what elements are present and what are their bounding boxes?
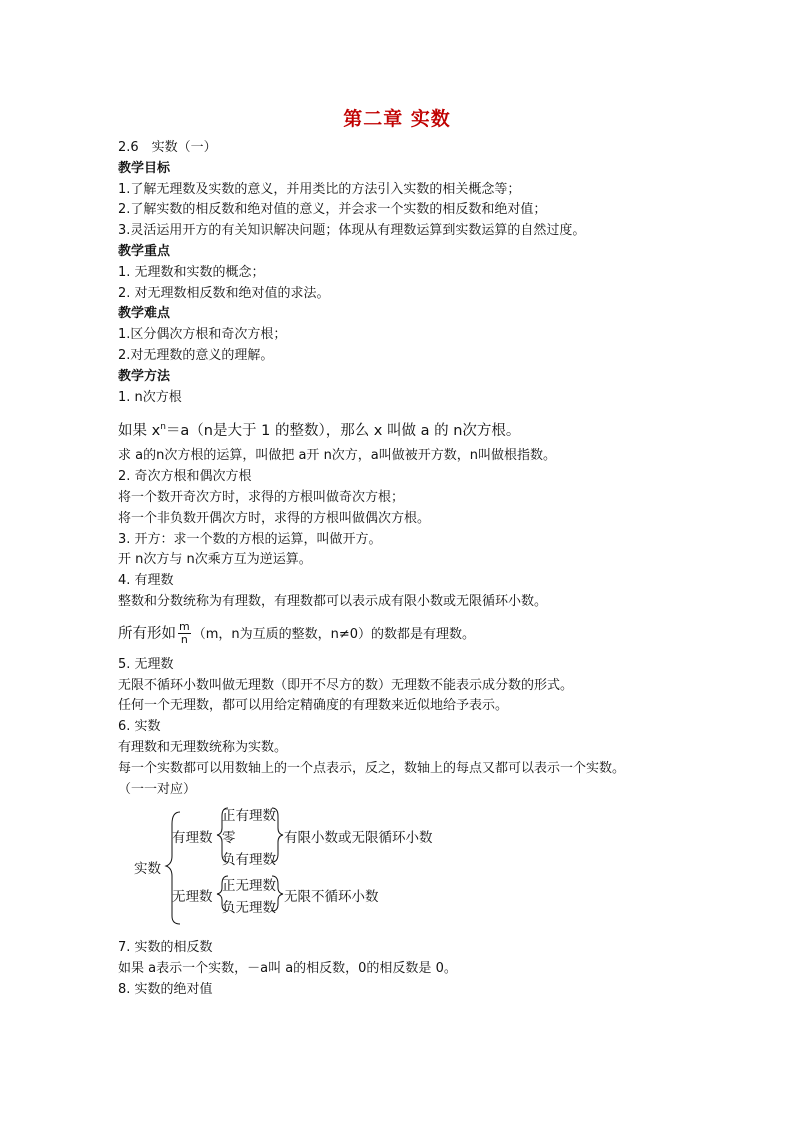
rational-note: 有限小数或无限循环小数 <box>284 830 433 847</box>
key-point-item: 2. 对无理数相反数和绝对值的求法。 <box>118 285 330 301</box>
nth-root-definition <box>118 414 778 440</box>
section-heading: 2.6 实数（一） <box>118 140 217 155</box>
paragraph: 整数和分数统称为有理数，有理数都可以表示成有限小数或无限循环小数。 <box>118 593 548 609</box>
irrational-label: 无理数 <box>172 889 213 906</box>
rational-child: 负有理数 <box>222 852 276 869</box>
paragraph: 将一个数开奇次方时，求得的方根叫做奇次方根； <box>118 489 405 505</box>
fraction-denominator: n <box>180 633 188 647</box>
subsection-title: 4. 有理数 <box>118 573 174 589</box>
formula-text: （m，n为互质的整数，n≠0）的数都是有理数。 <box>192 626 476 642</box>
paragraph: 求 a的n次方根的运算，叫做把 a开 n次方，a叫做被开方数，n叫做根指数。 <box>118 448 557 464</box>
irrational-child: 正无理数 <box>222 878 276 895</box>
paragraph: 如果 a表示一个实数，－a叫 a的相反数，0的相反数是 0。 <box>118 961 457 977</box>
subsection-title: 7. 实数的相反数 <box>118 940 213 956</box>
difficulty-item: 1.区分偶次方根和奇次方根； <box>118 327 287 343</box>
document-body <box>118 138 778 1001</box>
real-number-classification <box>118 804 778 932</box>
subsection-title: 6. 实数 <box>118 719 161 735</box>
subsection-title: 1. n次方根 <box>118 389 182 405</box>
difficulty-item: 2.对无理数的意义的理解。 <box>118 347 274 363</box>
rational-label: 有理数 <box>172 830 213 847</box>
irrational-note: 无限不循环小数 <box>284 889 379 906</box>
paragraph: （一一对应） <box>118 781 197 797</box>
fraction <box>178 621 191 646</box>
rational-number-form <box>118 621 778 647</box>
paragraph: 每一个实数都可以用数轴上的一个点表示，反之，数轴上的每点又都可以表示一个实数。 <box>118 760 626 776</box>
classification-braces <box>118 804 458 932</box>
methods-heading: 教学方法 <box>118 368 171 384</box>
key-points-heading: 教学重点 <box>118 243 171 259</box>
objective-item: 2.了解实数的相反数和绝对值的意义，并会求一个实数的相反数和绝对值； <box>118 202 547 218</box>
chapter-title: 第二章 实数 <box>343 108 451 130</box>
tree-root-label: 实数 <box>134 861 161 878</box>
paragraph: 将一个非负数开偶次方时，求得的方根叫做偶次方根。 <box>118 510 431 526</box>
formula-text: 如果 x <box>118 423 161 440</box>
exponent: n <box>160 422 166 433</box>
formula-text: ＝a（n是大于 1 的整数），那么 x 叫做 a 的 n次方根。 <box>165 423 521 440</box>
paragraph: 开 n次方与 n次乘方互为逆运算。 <box>118 552 312 568</box>
subsection-title: 5. 无理数 <box>118 656 174 672</box>
objective-item: 3.灵活运用开方的有关知识解决问题；体现从有理数运算到实数运算的自然过度。 <box>118 223 586 239</box>
key-point-item: 1. 无理数和实数的概念； <box>118 264 265 280</box>
paragraph: 有理数和无理数统称为实数。 <box>118 739 288 755</box>
paragraph: 任何一个无理数，都可以用给定精确度的有理数来近似地给予表示。 <box>118 698 509 714</box>
paragraph: 无限不循环小数叫做无理数（即开不尽方的数）无理数不能表示成分数的形式。 <box>118 677 574 693</box>
objective-item: 1.了解无理数及实数的意义，并用类比的方法引入实数的相关概念等； <box>118 181 521 197</box>
formula-text: 所有形如 <box>118 625 176 642</box>
rational-child: 正有理数 <box>222 808 276 825</box>
subsection-title: 2. 奇次方根和偶次方根 <box>118 469 252 485</box>
subsection-title: 3. 开方：求一个数的方根的运算，叫做开方。 <box>118 531 382 547</box>
objectives-heading: 教学目标 <box>118 160 171 176</box>
fraction-numerator: m <box>179 620 190 634</box>
subsection-title: 8. 实数的绝对值 <box>118 981 213 997</box>
difficulties-heading: 教学难点 <box>118 306 171 322</box>
irrational-child: 负无理数 <box>222 900 276 917</box>
rational-child: 零 <box>222 830 236 847</box>
